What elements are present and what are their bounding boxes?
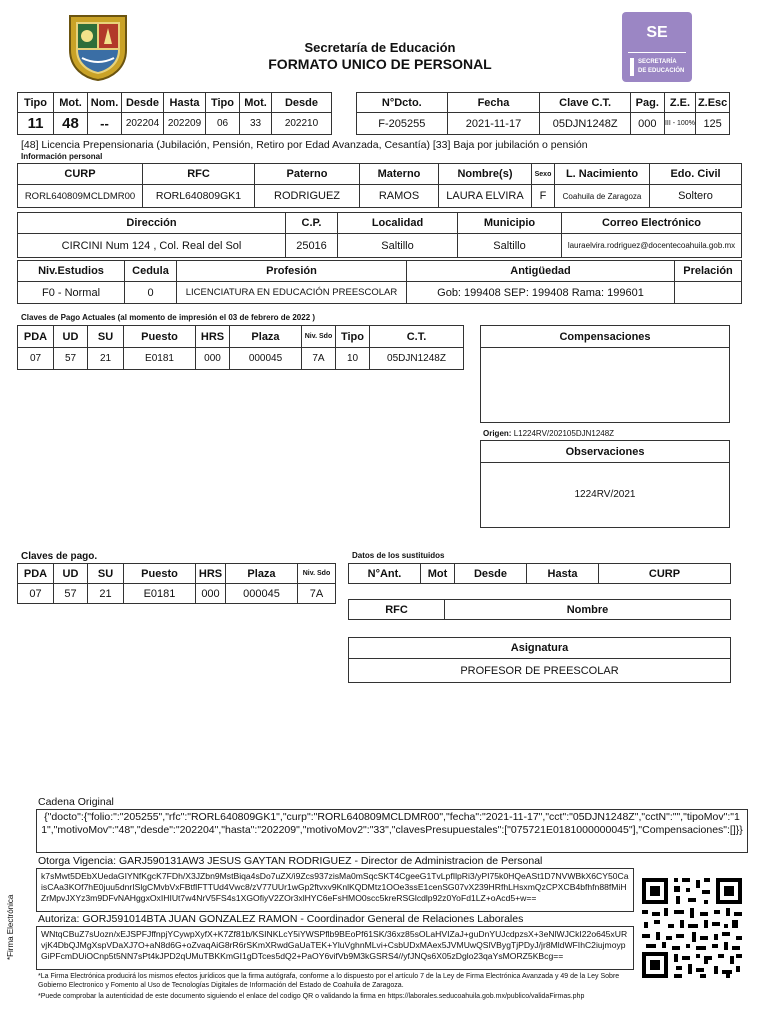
- claves-actuales-header: Plaza: [230, 326, 302, 348]
- footnote-validation: *Puede comprobar la autenticidad de este documento siguiendo el enlace del codigo QR o validando la firma en https://laborales.seducoahuila.gob.mx/publico/validaFirmas.php: [38, 993, 585, 1000]
- doc-clave-ct-value: 05DJN1248Z: [540, 113, 631, 135]
- autoriza-hash: WNtqCBuZ7sUozn/xEJSPFJffnpjYCywpXyfX+K7Zf81b/KSINKLcY5iYWSPflb9BEoPf61SK/36xz85sOLaHVIZaJ+guDnYUJcdpzsX+3eNlWJCkI22o645xURvjK4DbQJMgXspVDaXJ7O+aN8d6G+oZvaqAiG8rR6rSKmXRwdGaUaTEK+YluVghnMLvi+CsbUDxMAex5JVMUwQSlVBygTjPDyJ/jr8MldWFIhC2iujmoypGiPFcmDUiOCnp5t5NN7sPt4kJPD2qUMuTBKKmGI1gDTces5dQ2+PaOY6vifVb9M3kGSRS4//yfJNQs6X05zDglo23qaYsMORZ5KBcg==: [41, 929, 628, 961]
- otorga-text: Otorga Vigencia: GARJ590131AW3 JESUS GAYTAN RODRIGUEZ - Director de Administracion de Personal: [38, 855, 543, 867]
- coat-of-arms-logo: [62, 10, 134, 82]
- doc-zesc-value: 125: [696, 113, 730, 135]
- estudios-header: Cedula: [125, 261, 177, 282]
- mov-header: Desde: [272, 93, 332, 113]
- claves-pago-header: Puesto: [124, 564, 196, 584]
- autoriza-text: Autoriza: GORJ591014BTA JUAN GONZALEZ RAMON - Coordinador General de Relaciones Laborales: [38, 913, 524, 925]
- mov-header: Nom.: [88, 93, 122, 113]
- sustituidos-header: N°Ant.: [349, 564, 421, 584]
- claves-pago-cell: 000045: [226, 584, 298, 604]
- observaciones-value: 1224RV/2021: [574, 489, 636, 500]
- claves-actuales-cell: 000045: [230, 348, 302, 370]
- personal-header: Nombre(s): [439, 164, 532, 185]
- licencia-text: [48] Licencia Prepensionaria (Jubilación, Pensión, Retiro por Edad Avanzada, Cesantía) [33] Baja por jubilación o pensión: [21, 139, 588, 151]
- claves-pago-cell: 57: [54, 584, 88, 604]
- footnote-legal: *La Firma Electrónica producirá los mismos efectos jurídicos que la firma autógrafa, conforme a lo dispuesto por el artículo 7 de la Ley de Firma Electrónica Avanzada y 49 de la Ley Sobre Gobierno Electronico y Fomento al Uso de Tecnologías Digitales de Información del Estado de Coahuila de Zaragoza.: [38, 973, 620, 989]
- antiguedad-value: Gob: 199408 SEP: 199408 Rama: 199601: [407, 282, 675, 304]
- autoriza-hash-box: [36, 926, 634, 970]
- municipio-value: Saltillo: [458, 234, 562, 258]
- doc-header: Z.E.: [664, 93, 696, 113]
- sustituidos-rfc-table: [348, 599, 731, 620]
- otorga-hash: k7sMwt5DEbXUedaGIYNfKgcK7FDh/X3JZbn9MstBiqa4sDo7uZX/i9Zcs937zisMa0mSqcSKT4CgeeG1TvLpfIlpRi3/yPI75k0HQeASt1D7NVWBkX6CY50CaisCAa3KOf7hE0juu5dnrISlgCMvbVxFBtflFTTUd4Vwc8/zV77UUr1wGp2ftvxv9KnlKQDMtz1OOe3ssE1cenSG07vX239HRfhLHsxmQzCPXCB4bfhfn88fMiHZrMpvJXYz3m9DFvNAHggxOxIHIUt7w4NrV5FS4s1XGOfiyV2ZOr3xlHYC6eFsHMO0scc5kreRSGlcdlp92z0YoFd1LZ+oAcd5+w==: [41, 871, 629, 903]
- claves-actuales-header: HRS: [196, 326, 230, 348]
- formato-title: FORMATO UNICO DE PERSONAL: [268, 56, 492, 72]
- mov-mot-value: 48: [54, 113, 88, 135]
- se-logo-sub2: DE EDUCACIÓN: [638, 68, 685, 74]
- claves-pago-cell: 21: [88, 584, 124, 604]
- cedula-value: 0: [125, 282, 177, 304]
- claves-pago-header: UD: [54, 564, 88, 584]
- otorga-hash-box: [36, 868, 634, 912]
- sexo-value: F: [532, 185, 555, 208]
- personal-header: CURP: [18, 164, 143, 185]
- cadena-box: [36, 809, 748, 853]
- doc-header: Pag.: [630, 93, 664, 113]
- mov-header: Tipo: [206, 93, 240, 113]
- claves-actuales-header: SU: [88, 326, 124, 348]
- nacimiento-value: Coahuila de Zaragoza: [555, 185, 650, 208]
- direccion-header: Correo Electrónico: [562, 213, 742, 234]
- estudios-header: Profesión: [177, 261, 407, 282]
- claves-actuales-cell: 000: [196, 348, 230, 370]
- observaciones-box: [480, 440, 730, 528]
- mov-desde-value: 202204: [122, 113, 164, 135]
- prelacion-value: [675, 282, 742, 304]
- se-logo-sub1: SECRETARÍA: [638, 59, 677, 65]
- mov-header: Mot.: [240, 93, 272, 113]
- claves-pago-header: Niv. Sdo: [298, 564, 336, 584]
- claves-actuales-cell: 7A: [302, 348, 336, 370]
- cadena-label: Cadena Original: [38, 796, 114, 808]
- personal-header: Edo. Civil: [650, 164, 742, 185]
- direccion-header: Dirección: [18, 213, 286, 234]
- claves-pago-header: PDA: [18, 564, 54, 584]
- mov-header: Tipo: [18, 93, 54, 113]
- se-logo-text: SE: [646, 24, 668, 41]
- sustituidos-header: Mot: [421, 564, 455, 584]
- profesion-value: LICENCIATURA EN EDUCACIÓN PREESCOLAR: [177, 282, 407, 304]
- movimiento-table: [17, 92, 332, 135]
- sustituidos-header: RFC: [349, 600, 445, 620]
- firma-vertical-label: *Firma Electrónica: [6, 894, 15, 960]
- doc-header: Clave C.T.: [540, 93, 631, 113]
- claves-actuales-header: UD: [54, 326, 88, 348]
- claves-actuales-cell: 07: [18, 348, 54, 370]
- direccion-header: Municipio: [458, 213, 562, 234]
- compensaciones-box: [480, 325, 730, 423]
- sustituidos-header: CURP: [599, 564, 731, 584]
- personal-header: RFC: [143, 164, 255, 185]
- claves-actuales-label: Claves de Pago Actuales (al momento de impresión el 03 de febrero de 2022 ): [21, 313, 316, 322]
- personal-header: Materno: [360, 164, 439, 185]
- origen-label: Origen:: [483, 429, 512, 438]
- personal-header: L. Nacimiento: [555, 164, 650, 185]
- mov-mot2-value: 33: [240, 113, 272, 135]
- se-logo-mark: [630, 58, 634, 76]
- mov-tipo-value: 11: [18, 113, 54, 135]
- personal-header: Paterno: [255, 164, 360, 185]
- claves-actuales-cell: 57: [54, 348, 88, 370]
- se-logo-divider: [628, 52, 686, 53]
- localidad-value: Saltillo: [338, 234, 458, 258]
- mov-header: Desde: [122, 93, 164, 113]
- mov-tipo2-value: 06: [206, 113, 240, 135]
- claves-pago-label: Claves de pago.: [21, 551, 98, 562]
- doc-fecha-value: 2021-11-17: [447, 113, 540, 135]
- estudios-header: Niv.Estudios: [18, 261, 125, 282]
- sustituidos-header: Nombre: [445, 600, 731, 620]
- cadena-text: {"docto":{"folio:":"205255","rfc":"RORL640809GK1","curp":"RORL640809MCLDMR00","fecha":"2021-11-17","cct":"05DJN1248Z","cctN":"","tipoMov":"11","motivoMov":"48","desde":"202204","hasta":"202209","motivoMov2":"33","clavesPresupuestales":["075721E0181000000045"],"Compensaciones":[]}}: [41, 811, 743, 836]
- rfc-value: RORL640809GK1: [143, 185, 255, 208]
- correo-value: lauraelvira.rodriguez@docentecoahuila.gob.mx: [562, 234, 742, 258]
- observaciones-title: Observaciones: [481, 441, 729, 463]
- doc-ze-value: III - 100%: [664, 113, 696, 135]
- compensaciones-title: Compensaciones: [481, 326, 729, 348]
- claves-actuales-header: PDA: [18, 326, 54, 348]
- doc-pag-value: 000: [630, 113, 664, 135]
- doc-folio-value: F-205255: [357, 113, 448, 135]
- mov-desde2-value: 202210: [272, 113, 332, 135]
- estudios-table: [17, 260, 742, 304]
- direccion-header: Localidad: [338, 213, 458, 234]
- claves-pago-cell: 07: [18, 584, 54, 604]
- origen-line: [483, 429, 614, 438]
- claves-pago-cell: E0181: [124, 584, 196, 604]
- doc-header: N°Dcto.: [357, 93, 448, 113]
- sustituidos-header: Desde: [455, 564, 527, 584]
- claves-pago-cell: 7A: [298, 584, 336, 604]
- mov-header: Hasta: [164, 93, 206, 113]
- claves-actuales-cell: 10: [336, 348, 370, 370]
- niv-estudios-value: F0 - Normal: [18, 282, 125, 304]
- sustituidos-header: Hasta: [527, 564, 599, 584]
- personal-header: Sexo: [532, 164, 555, 185]
- personal-table: [17, 163, 742, 208]
- estudios-header: Prelación: [675, 261, 742, 282]
- doc-header: Z.Esc: [696, 93, 730, 113]
- direccion-header: C.P.: [286, 213, 338, 234]
- sustituidos-label: Datos de los sustituidos: [352, 551, 445, 560]
- direccion-value: CIRCINI Num 124 , Col. Real del Sol: [18, 234, 286, 258]
- estudios-header: Antigüedad: [407, 261, 675, 282]
- claves-actuales-header: Tipo: [336, 326, 370, 348]
- documento-table: [356, 92, 730, 135]
- claves-actuales-cell: E0181: [124, 348, 196, 370]
- cp-value: 25016: [286, 234, 338, 258]
- curp-value: RORL640809MCLDMR00: [18, 185, 143, 208]
- claves-pago-cell: 000: [196, 584, 226, 604]
- mov-header: Mot.: [54, 93, 88, 113]
- claves-actuales-cell: 05DJN1248Z: [370, 348, 464, 370]
- direccion-table: [17, 212, 742, 258]
- origen-value: L1224RV/202105DJN1248Z: [513, 429, 615, 438]
- claves-actuales-table: [17, 325, 464, 370]
- asignatura-value: PROFESOR DE PREESCOLAR: [349, 659, 731, 683]
- mov-hasta-value: 202209: [164, 113, 206, 135]
- qr-code-graphic: [640, 876, 744, 980]
- claves-actuales-header: Niv. Sdo: [302, 326, 336, 348]
- claves-pago-header: SU: [88, 564, 124, 584]
- materno-value: RAMOS: [360, 185, 439, 208]
- claves-actuales-header: Puesto: [124, 326, 196, 348]
- mov-nom-value: --: [88, 113, 122, 135]
- claves-actuales-header: C.T.: [370, 326, 464, 348]
- edo-civil-value: Soltero: [650, 185, 742, 208]
- asignatura-title: Asignatura: [349, 638, 731, 659]
- doc-header: Fecha: [447, 93, 540, 113]
- qr-code[interactable]: [640, 876, 744, 980]
- informacion-personal-label: Información personal: [21, 152, 103, 161]
- claves-actuales-cell: 21: [88, 348, 124, 370]
- paterno-value: RODRIGUEZ: [255, 185, 360, 208]
- asignatura-table: [348, 637, 731, 683]
- nombre-value: LAURA ELVIRA: [439, 185, 532, 208]
- secretaria-title: Secretaría de Educación: [304, 40, 456, 55]
- claves-pago-header: HRS: [196, 564, 226, 584]
- sustituidos-table: [348, 563, 731, 584]
- claves-pago-header: Plaza: [226, 564, 298, 584]
- se-logo: [622, 12, 692, 82]
- claves-pago-table: [17, 563, 336, 604]
